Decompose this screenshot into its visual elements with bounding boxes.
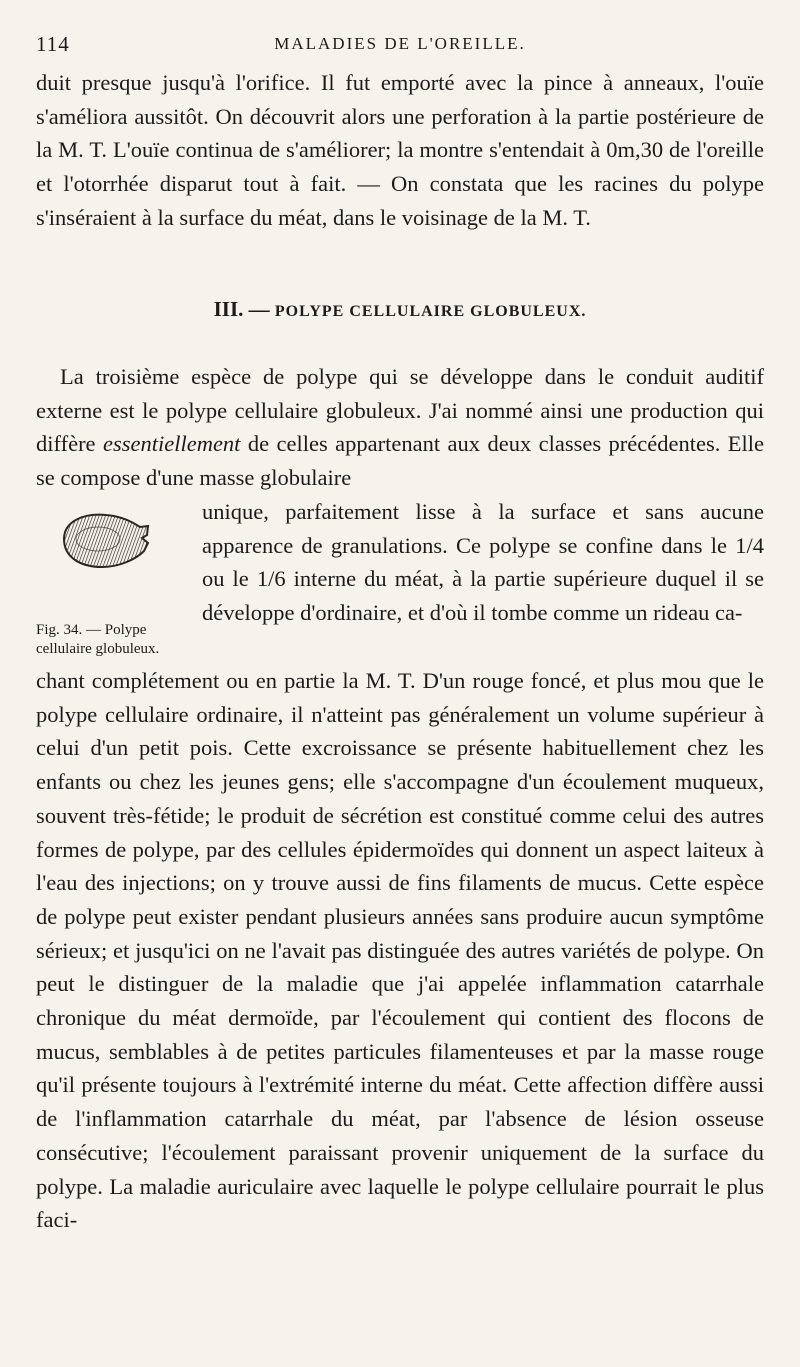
emphasis-essentiellement: essentiellement	[102, 431, 241, 457]
section-title: POLYPE CELLULAIRE GLOBULEUX.	[274, 303, 587, 320]
paragraph-intro	[36, 360, 764, 495]
globular-polyp-icon	[58, 505, 158, 575]
figure-caption: Fig. 34. — Polype cellulaire globuleux.	[36, 622, 160, 657]
running-title: MALADIES DE L'OREILLE.	[274, 34, 526, 53]
paragraph-intro-text-a: La troisième espèce de polype qui se développe dans le conduit auditif externe est le polype cellulaire globuleux. J'ai nommé ainsi une production qui diffère	[36, 364, 764, 457]
paragraph-intro-text-b: de celles appartenant aux deux classes précédentes. Elle se compose d'une masse globulaire	[36, 431, 765, 491]
page-header	[36, 32, 764, 60]
paragraph-continued: duit presque jusqu'à l'orifice. Il fut emporté avec la pince à anneaux, l'ouïe s'améliora aussitôt. On découvrit alors une perforation à la partie postérieure de la M. T. L'ouïe continua de s'améliorer; la montre s'entendait à 0m,30 de l'oreille et l'otorrhée disparut tout à fait. — On constata que les racines du polype s'inséraient à la surface du méat, dans le voisinage de la M. T.	[36, 70, 764, 230]
section-heading	[36, 297, 764, 322]
paragraph-wrapped: unique, parfaitement lisse à la surface et sans aucune apparence de granulations. Ce polype se confine dans le 1/4 ou le 1/6 interne du méat, à la partie supérieure duquel il se développe d'ordinaire, et d'où il tombe comme un rideau ca-	[202, 499, 764, 626]
page-number: 114	[36, 32, 70, 56]
paragraph-main: chant complétement ou en partie la M. T. D'un rouge foncé, et plus mou que le polype cellulaire ordinaire, il n'atteint pas généralement un volume supérieur à celui d'un petit pois. Cette excroissance se présente habituellement chez les enfants ou chez les jeunes gens; elle s'accompagne d'un écoulement muqueux, souvent très-fétide; le produit de sécrétion est constitué comme celui des autres formes de polype, par des cellules épidermoïdes qui donnent un aspect laiteux à l'eau des injections; on y trouve aussi de fins filaments de mucus. Cette espèce de polype peut exister pendant plusieurs années sans produire aucun symptôme sérieux; et jusqu'ici on ne l'avait pas distinguée des autres variétés de polype. On peut le distinguer de la maladie que j'ai appelée inflammation catarrhale chronique du méat dermoïde, par l'écoulement qui contient des flocons de mucus, semblables à de petites particules filamenteuses et par la masse rouge qu'il présente toujours à l'extrémité interne du méat. Cette affection diffère aussi de l'inflammation catarrhale du méat, par l'absence de lésion osseuse consécutive; l'écoulement paraissant provenir uniquement de la surface du polype. La maladie auriculaire avec laquelle le polype cellulaire pourrait le plus faci-	[36, 668, 764, 1233]
figure-34	[36, 505, 188, 659]
section-numeral: III. —	[213, 297, 270, 321]
